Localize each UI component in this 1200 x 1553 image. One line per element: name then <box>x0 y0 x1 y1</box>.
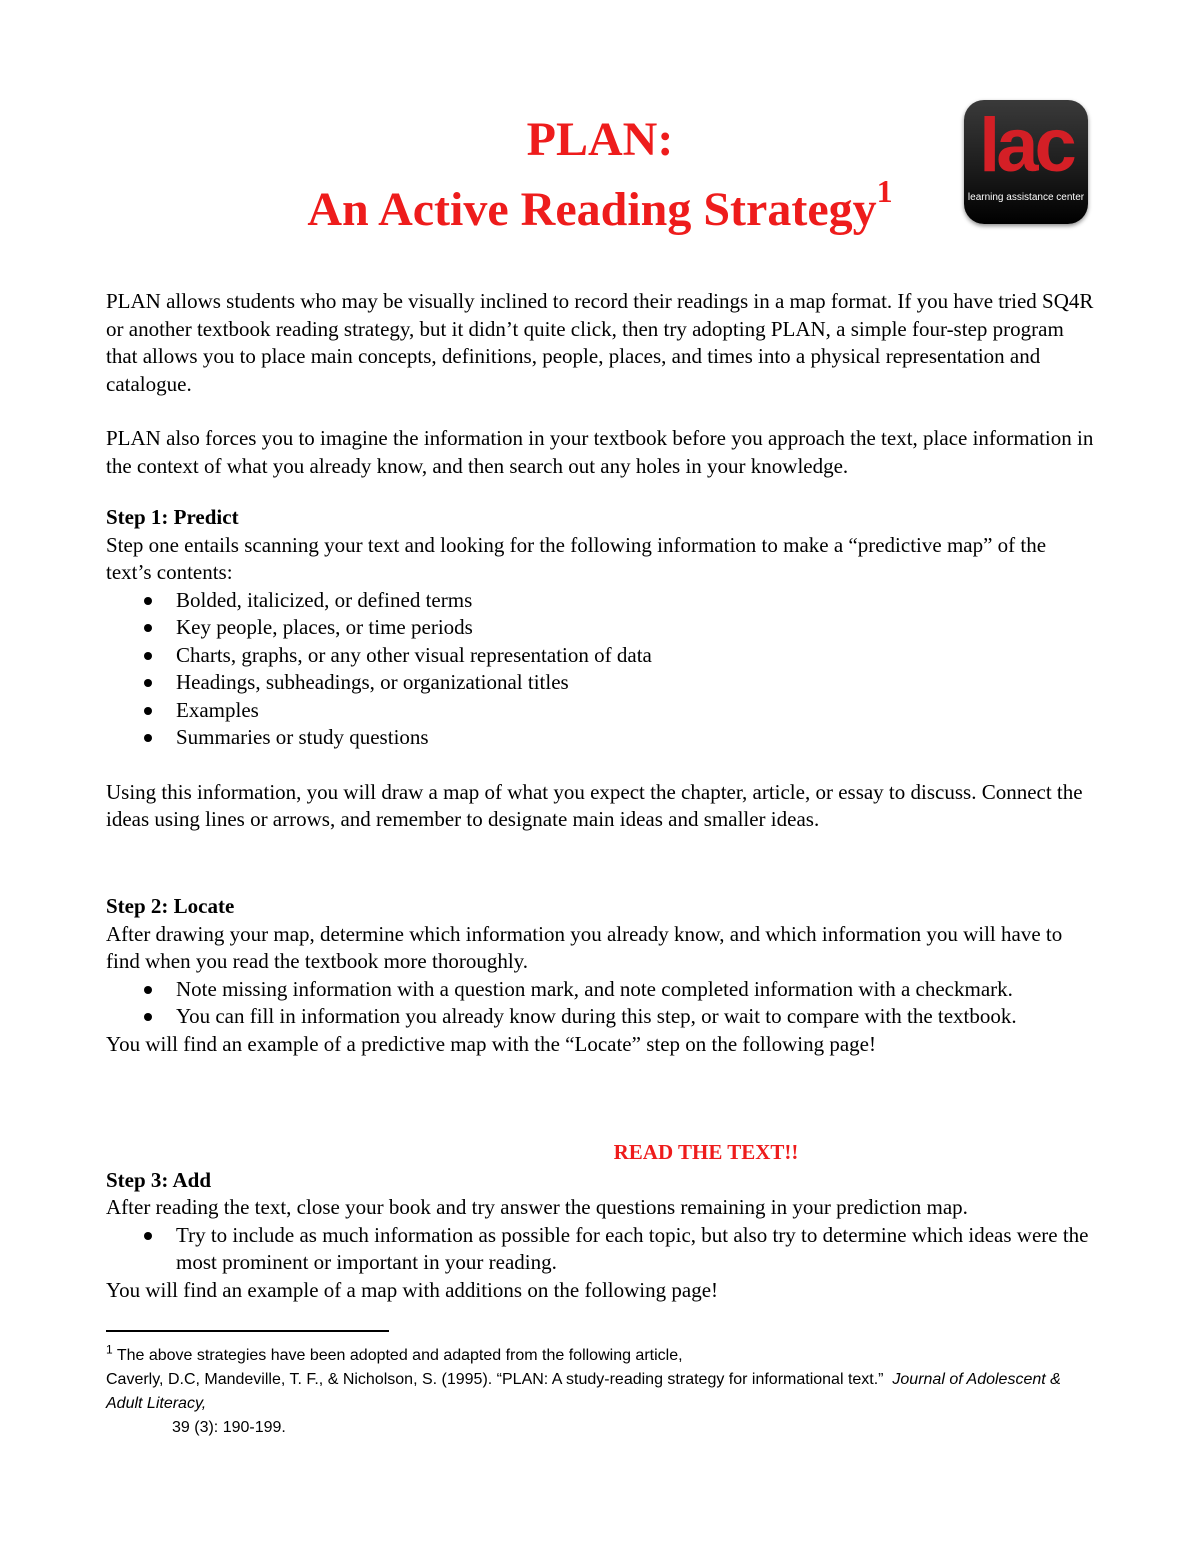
list-item: Charts, graphs, or any other visual representation of data <box>106 642 1096 670</box>
footnote-number: 1 <box>106 1342 113 1357</box>
list-item: Examples <box>106 697 1096 725</box>
step1-heading: Step 1: Predict <box>106 505 239 529</box>
footnote-section <box>106 1344 1096 1440</box>
logo-subtitle: learning assistance center <box>967 192 1085 203</box>
read-the-text-callout: READ THE TEXT!! <box>613 1140 799 1164</box>
step2-text: After drawing your map, determine which information you already know, and which information you will have to find when you read the textbook more thoroughly. <box>106 921 1063 973</box>
footnote-text: The above strategies have been adopted and adapted from the following article, <box>116 1347 683 1364</box>
citation-authors: Caverly, D.C, Mandeville, T. F., & Nicholson, S. (1995). “PLAN: A study-reading strategy for informational text.” <box>106 1371 884 1388</box>
page-title-line1: PLAN: <box>526 113 674 166</box>
footnote-divider <box>106 1330 389 1332</box>
list-item: Key people, places, or time periods <box>106 614 1096 642</box>
list-item: Headings, subheadings, or organizational titles <box>106 669 1096 697</box>
step3-after-text: You will find an example of a map with additions on the following page! <box>106 1277 719 1302</box>
footnote-line1 <box>106 1344 1096 1368</box>
logo-word: lac <box>979 103 1073 188</box>
citation-continued <box>106 1416 1096 1440</box>
footnote-citation <box>106 1368 1096 1416</box>
step2-heading: Step 2: Locate <box>106 894 235 918</box>
step1-after-text: Using this information, you will draw a map of what you expect the chapter, article, or essay to discuss. Connect the ideas using lines or arrows, and remember to designate main ideas and smaller ideas. <box>106 779 1083 831</box>
list-item: Note missing information with a question mark, and note completed information with a checkmark. <box>106 976 1096 1004</box>
step3-text: After reading the text, close your book and try answer the questions remaining in your prediction map. <box>106 1195 968 1219</box>
title-text: An Active Reading Strategy <box>307 183 877 236</box>
list-item: Try to include as much information as possible for each topic, but also try to determine which ideas were the most prominent or important in your reading. <box>106 1222 1096 1277</box>
step3-bullet-list <box>106 1222 1096 1277</box>
step2-section <box>106 893 1096 1058</box>
citation-details: 39 (3): 190-199. <box>172 1419 286 1436</box>
step2-bullet-list <box>106 976 1096 1031</box>
step1-section <box>106 504 1096 834</box>
step3-section <box>106 1139 1096 1304</box>
step1-bullet-list <box>106 587 1096 752</box>
step2-after-text: You will find an example of a predictive map with the “Locate” step on the following page! <box>106 1031 876 1056</box>
intro-paragraph-1: PLAN allows students who may be visually inclined to record their readings in a map format. If you have tried SQ4R or another textbook reading strategy, but it didn’t quite click, then try adopting PLAN, a simple four-step program that allows you to place main concepts, definitions, people, places, and times into a physical representation and catalogue. <box>106 289 1094 396</box>
citation-journal: Journal of Adolescent & Adult Literacy, <box>106 1371 1061 1412</box>
step1-text: Step one entails scanning your text and looking for the following information to make a “predictive map” of the text’s contents: <box>106 532 1047 584</box>
list-item: Bolded, italicized, or defined terms <box>106 587 1096 615</box>
list-item: Summaries or study questions <box>106 724 1096 752</box>
step3-heading: Step 3: Add <box>106 1167 212 1192</box>
title-footnote-ref: 1 <box>876 173 893 209</box>
list-item: You can fill in information you already know during this step, or wait to compare with the textbook. <box>106 1003 1096 1031</box>
intro-paragraph-2: PLAN also forces you to imagine the information in your textbook before you approach the text, place information in the context of what you already know, and then search out any holes in your knowledge. <box>106 426 1094 478</box>
lac-logo-icon <box>964 100 1088 224</box>
intro-section <box>106 288 1096 480</box>
